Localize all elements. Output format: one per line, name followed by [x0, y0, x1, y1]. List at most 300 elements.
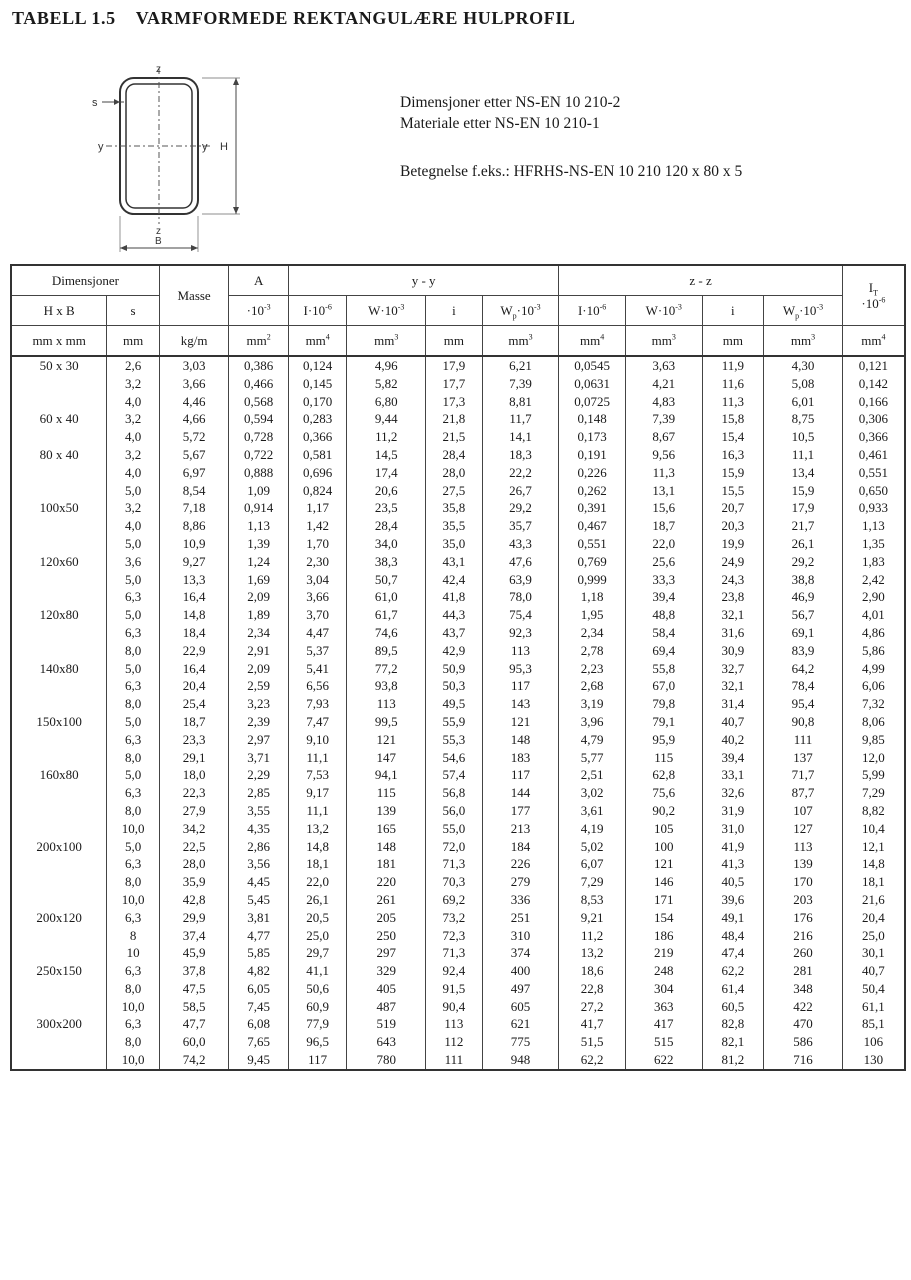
value-it: 1,83: [862, 553, 885, 569]
value-iy: 57,4: [442, 767, 466, 783]
cell-iy: [426, 962, 483, 1015]
value-a: 2,85: [247, 785, 271, 801]
table-row: [11, 962, 905, 1015]
profile-table: [10, 264, 906, 1071]
value-wpy: 605: [510, 998, 531, 1014]
value-iy: 41,1: [306, 963, 330, 979]
cell-iz: [702, 962, 764, 1015]
value-iy: 77,9: [306, 1016, 330, 1032]
value-s: 6,3: [124, 1016, 142, 1032]
value-wz: 18,7: [652, 518, 676, 534]
cell-iy: [288, 356, 347, 410]
label-b: B: [155, 236, 162, 247]
cell-iy: [426, 356, 483, 410]
value-wpz: 281: [793, 963, 813, 979]
value-it: 1,13: [862, 518, 885, 534]
cell-iy: [288, 909, 347, 962]
cell-wpy: [482, 1015, 559, 1069]
value-wz: 11,3: [652, 464, 675, 480]
value-wpy: 22,2: [509, 464, 532, 480]
value-a: 4,82: [247, 963, 271, 979]
dimension-label: 250x150: [36, 963, 82, 979]
cell-iz: [559, 766, 626, 837]
cell-iz: [702, 553, 764, 606]
cell-iz: [559, 446, 626, 499]
value-wpz: 111: [793, 731, 813, 747]
cell-it: [842, 356, 905, 410]
cell-wpz: [764, 553, 843, 606]
value-iz: 81,2: [721, 1052, 745, 1068]
cell-it: [842, 410, 905, 446]
cell-iy: [288, 410, 347, 446]
value-s: 10,0: [121, 998, 145, 1014]
cell-iz: [702, 606, 764, 659]
value-m: 18,4: [182, 624, 206, 640]
cell-iy: [288, 962, 347, 1015]
value-s: 5,0: [124, 767, 142, 783]
cell-s: [107, 838, 159, 909]
value-iz: 31,6: [721, 624, 745, 640]
value-wy: 147: [376, 749, 397, 765]
value-wz: 8,67: [652, 429, 676, 445]
value-wz: 69,4: [652, 642, 676, 658]
value-a: 9,45: [247, 1052, 271, 1068]
value-wy: 14,5: [374, 446, 398, 462]
value-iy: 21,5: [442, 429, 466, 445]
cell-wz: [625, 606, 702, 659]
unit-masse: kg/m: [159, 326, 229, 357]
value-iy: 73,2: [442, 909, 466, 925]
value-wz: 15,6: [652, 500, 676, 516]
value-m: 5,67: [182, 446, 206, 462]
cell-wz: [625, 356, 702, 410]
value-iz: 2,68: [580, 678, 604, 694]
value-wy: 113: [376, 696, 396, 712]
cell-wpy: [482, 909, 559, 962]
value-wz: 48,8: [652, 607, 676, 623]
value-iz: 41,3: [721, 856, 745, 872]
value-s: 2,6: [124, 358, 142, 373]
value-s: 5,0: [124, 838, 142, 854]
value-a: 7,65: [247, 1034, 271, 1050]
value-it: 130: [863, 1052, 884, 1068]
value-wy: 148: [376, 838, 397, 854]
value-m: 8,86: [182, 518, 206, 534]
cell-dimension: [11, 446, 107, 499]
value-s: 4,0: [124, 393, 142, 409]
value-iz: 8,53: [580, 891, 604, 907]
value-s: 6,3: [124, 856, 142, 872]
value-it: 0,551: [858, 464, 889, 480]
cell-s: [107, 553, 159, 606]
value-a: 1,09: [247, 482, 271, 498]
value-iz: 15,5: [721, 482, 745, 498]
value-wy: 38,3: [374, 553, 398, 569]
value-iz: 3,19: [580, 696, 604, 712]
value-iz: 0,0631: [574, 375, 610, 391]
value-s: 5,0: [124, 713, 142, 729]
value-it: 50,4: [862, 980, 885, 996]
value-a: 1,13: [247, 518, 271, 534]
value-iz: 27,2: [580, 998, 604, 1014]
dimension-label: 140x80: [39, 660, 79, 676]
value-s: 6,3: [124, 963, 142, 979]
value-wz: 186: [653, 927, 674, 943]
value-wz: 248: [653, 963, 674, 979]
value-iz: 2,51: [580, 767, 604, 783]
value-iz: 0,191: [577, 446, 607, 462]
cell-s: [107, 356, 159, 410]
value-iz: 7,29: [580, 874, 604, 890]
value-wpy: 144: [510, 785, 531, 801]
value-wpy: 213: [510, 820, 531, 836]
value-m: 22,3: [182, 785, 206, 801]
unit-iz: $mm^4$: [559, 326, 626, 357]
value-wpy: 279: [510, 874, 531, 890]
header-wpz: $W_p\cdot 10^{-3}$: [764, 296, 843, 326]
value-wpz: 38,8: [791, 571, 815, 587]
value-wy: 4,96: [374, 358, 398, 373]
value-a: 3,71: [247, 749, 271, 765]
value-wz: 622: [653, 1052, 674, 1068]
cell-s: [107, 766, 159, 837]
value-wpz: 6,01: [791, 393, 815, 409]
value-wpy: 148: [510, 731, 531, 747]
value-iy: 3,04: [306, 571, 330, 587]
cell-wpy: [482, 713, 559, 766]
cell-wz: [625, 962, 702, 1015]
value-wpz: 78,4: [791, 678, 815, 694]
value-it: 4,99: [862, 660, 885, 676]
value-wpz: 216: [793, 927, 813, 943]
value-a: 0,466: [244, 375, 274, 391]
value-wy: 121: [376, 731, 397, 747]
cell-wpz: [764, 713, 843, 766]
value-iz: 2,23: [580, 660, 604, 676]
header-z-z: z - z: [559, 265, 842, 296]
value-wy: 115: [376, 785, 396, 801]
table-row: [11, 660, 905, 713]
value-a: 1,24: [247, 553, 271, 569]
cell-wpy: [482, 606, 559, 659]
value-iy: 5,41: [306, 660, 330, 676]
value-iy: 4,47: [306, 624, 330, 640]
value-wy: 50,7: [374, 571, 398, 587]
value-iy: 6,56: [306, 678, 330, 694]
value-iz: 0,467: [577, 518, 607, 534]
value-wpy: 6,21: [509, 358, 532, 373]
value-iy: 50,3: [442, 678, 466, 694]
value-it: 40,7: [862, 963, 885, 979]
value-iy: 1,17: [306, 500, 330, 516]
cell-wpz: [764, 1015, 843, 1069]
value-wy: 329: [376, 963, 397, 979]
cell-it: [842, 909, 905, 962]
value-iz: 9,21: [580, 909, 604, 925]
dimension-label: 80 x 40: [39, 446, 79, 462]
cell-wpz: [764, 606, 843, 659]
value-a: 4,77: [247, 927, 271, 943]
value-wz: 105: [653, 820, 674, 836]
value-wpz: 586: [793, 1034, 813, 1050]
value-a: 2,09: [247, 660, 271, 676]
value-wpy: 75,4: [509, 607, 532, 623]
cell-wz: [625, 766, 702, 837]
value-it: 4,86: [862, 624, 885, 640]
value-s: 8,0: [124, 696, 142, 712]
cell-wz: [625, 499, 702, 552]
value-wpy: 18,3: [509, 446, 532, 462]
label-y-left: y: [98, 141, 104, 153]
value-it: 21,6: [862, 891, 885, 907]
value-wy: 297: [376, 945, 397, 961]
value-m: 74,2: [182, 1052, 206, 1068]
cell-a: [229, 606, 289, 659]
cell-m: [159, 606, 229, 659]
value-iz: 0,0545: [574, 358, 610, 373]
cell-wy: [347, 606, 426, 659]
header-i-y: i: [426, 296, 483, 326]
value-iz: 0,0725: [574, 393, 610, 409]
value-a: 2,97: [247, 731, 271, 747]
value-it: 7,29: [862, 785, 885, 801]
value-s: 8,0: [124, 874, 142, 890]
value-iz: 39,6: [721, 891, 745, 907]
value-s: 8,0: [124, 642, 142, 658]
cell-wpy: [482, 410, 559, 446]
cell-wy: [347, 909, 426, 962]
value-iy: 0,170: [303, 393, 333, 409]
unit-wy: $mm^3$: [347, 326, 426, 357]
value-m: 14,8: [182, 607, 206, 623]
cell-wpz: [764, 962, 843, 1015]
cell-a: [229, 553, 289, 606]
value-a: 5,85: [247, 945, 271, 961]
value-it: 10,4: [862, 820, 885, 836]
cell-m: [159, 660, 229, 713]
value-iy: 0,824: [303, 482, 333, 498]
value-s: 6,3: [124, 785, 142, 801]
header-iy: $I\cdot 10^{-6}$: [288, 296, 347, 326]
value-wpy: 95,3: [509, 660, 532, 676]
value-iy: 69,2: [442, 891, 466, 907]
cell-wy: [347, 660, 426, 713]
value-iz: 0,391: [577, 500, 607, 516]
value-iy: 41,8: [442, 589, 466, 605]
value-s: 8,0: [124, 802, 142, 818]
table-row: [11, 838, 905, 909]
dimension-label: 100x50: [39, 500, 79, 516]
value-iz: 31,0: [721, 820, 745, 836]
value-wpz: 69,1: [791, 624, 815, 640]
page-title: TABELL 1.5 VARMFORMEDE REKTANGULÆRE HULPROFIL: [12, 8, 576, 28]
value-it: 4,01: [862, 607, 885, 623]
value-iz: 3,02: [580, 785, 604, 801]
cell-a: [229, 1015, 289, 1069]
cell-a: [229, 838, 289, 909]
value-iz: 40,5: [721, 874, 745, 890]
value-iz: 11,6: [721, 375, 744, 391]
cell-dimension: [11, 410, 107, 446]
table-row: [11, 553, 905, 606]
value-s: 10,0: [121, 891, 145, 907]
value-m: 20,4: [182, 678, 206, 694]
value-iz: 41,9: [721, 838, 745, 854]
value-iy: 42,4: [442, 571, 466, 587]
value-wy: 205: [376, 909, 397, 925]
cell-wy: [347, 410, 426, 446]
value-it: 20,4: [862, 909, 885, 925]
cell-s: [107, 1015, 159, 1069]
value-iz: 15,4: [721, 429, 745, 445]
value-iy: 28,0: [442, 464, 466, 480]
value-a: 0,914: [244, 500, 274, 516]
value-a: 1,69: [247, 571, 271, 587]
value-wy: 34,0: [374, 535, 398, 551]
value-s: 8,0: [124, 749, 142, 765]
value-m: 60,0: [182, 1034, 206, 1050]
value-wpz: 176: [793, 909, 813, 925]
cell-it: [842, 766, 905, 837]
value-wy: 61,7: [374, 607, 398, 623]
value-wpz: 348: [793, 980, 813, 996]
unit-i-z: mm: [702, 326, 764, 357]
value-wpy: 336: [510, 891, 531, 907]
value-iy: 55,9: [442, 713, 466, 729]
dimension-label: 50 x 30: [39, 358, 79, 373]
value-m: 3,03: [182, 358, 206, 373]
value-a: 2,29: [247, 767, 271, 783]
value-wy: 250: [376, 927, 397, 943]
unit-it: $mm^4$: [842, 326, 905, 357]
cell-iz: [702, 356, 764, 410]
rhs-section-svg: [78, 62, 258, 262]
value-iz: 2,34: [580, 624, 604, 640]
value-a: 3,55: [247, 802, 271, 818]
value-wy: 181: [376, 856, 397, 872]
cell-iy: [288, 766, 347, 837]
value-s: 5,0: [124, 571, 142, 587]
value-it: 106: [863, 1034, 884, 1050]
value-it: 0,142: [858, 375, 889, 391]
value-wz: 219: [653, 945, 674, 961]
dimension-label: 160x80: [39, 767, 79, 783]
value-iy: 112: [444, 1034, 464, 1050]
value-iz: 82,1: [721, 1034, 745, 1050]
value-s: 8: [129, 927, 137, 943]
cell-wpy: [482, 499, 559, 552]
value-wpy: 8,81: [509, 393, 532, 409]
value-s: 10,0: [121, 820, 145, 836]
value-iz: 33,1: [721, 767, 745, 783]
value-s: 3,6: [124, 553, 142, 569]
cell-iy: [288, 446, 347, 499]
cell-iz: [559, 838, 626, 909]
value-it: 18,1: [862, 874, 885, 890]
value-s: 6,3: [124, 624, 142, 640]
cell-wz: [625, 410, 702, 446]
value-wy: 5,82: [374, 375, 398, 391]
value-a: 1,89: [247, 607, 271, 623]
value-wpy: 117: [510, 678, 530, 694]
value-iy: 18,1: [306, 856, 330, 872]
value-m: 13,3: [182, 571, 206, 587]
value-wz: 25,6: [652, 553, 676, 569]
cell-wpz: [764, 766, 843, 837]
cell-iy: [288, 838, 347, 909]
value-iz: 15,8: [721, 411, 745, 427]
value-wy: 93,8: [374, 678, 398, 694]
value-wpy: 948: [510, 1052, 531, 1068]
dimension-label: 300x200: [36, 1016, 82, 1032]
value-iy: 50,9: [442, 660, 466, 676]
value-s: 5,0: [124, 535, 142, 551]
value-wz: 515: [653, 1034, 674, 1050]
cell-dimension: [11, 660, 107, 713]
value-wy: 99,5: [374, 713, 398, 729]
value-iz: 3,61: [580, 802, 604, 818]
unit-wpy: $mm^3$: [482, 326, 559, 357]
value-wpy: 14,1: [509, 429, 532, 445]
cell-m: [159, 1015, 229, 1069]
value-it: 0,461: [858, 446, 889, 462]
cell-wy: [347, 446, 426, 499]
value-a: 0,728: [244, 429, 274, 445]
value-iz: 51,5: [580, 1034, 604, 1050]
unit-wz: $mm^3$: [625, 326, 702, 357]
cell-iz: [559, 356, 626, 410]
value-iy: 60,9: [306, 998, 330, 1014]
cell-a: [229, 962, 289, 1015]
value-iy: 43,7: [442, 624, 466, 640]
cell-it: [842, 713, 905, 766]
dimension-label: 120x60: [39, 553, 79, 569]
cell-iy: [426, 766, 483, 837]
table-row: [11, 1015, 905, 1069]
value-m: 3,66: [182, 375, 206, 391]
cell-it: [842, 553, 905, 606]
value-iy: 113: [444, 1016, 464, 1032]
label-h: H: [220, 141, 228, 153]
value-wpy: 621: [510, 1016, 531, 1032]
value-iz: 0,769: [577, 553, 607, 569]
value-wpz: 95,4: [791, 696, 815, 712]
cell-m: [159, 410, 229, 446]
value-iy: 111: [444, 1052, 464, 1068]
value-wz: 7,39: [652, 411, 676, 427]
cell-a: [229, 766, 289, 837]
cell-a: [229, 660, 289, 713]
value-a: 2,91: [247, 642, 271, 658]
value-iy: 1,42: [306, 518, 330, 534]
value-iy: 35,8: [442, 500, 466, 516]
unit-i-y: mm: [426, 326, 483, 357]
cell-wy: [347, 838, 426, 909]
value-wpy: 43,3: [509, 535, 532, 551]
unit-s: mm: [107, 326, 159, 357]
cell-it: [842, 1015, 905, 1069]
value-iy: 13,2: [306, 820, 330, 836]
value-iy: 7,47: [306, 713, 330, 729]
value-iz: 15,9: [721, 464, 745, 480]
cell-iy: [426, 553, 483, 606]
header-dimensjoner: Dimensjoner: [11, 265, 159, 296]
value-wz: 95,9: [652, 731, 676, 747]
cell-s: [107, 446, 159, 499]
value-iy: 0,696: [303, 464, 333, 480]
value-iy: 26,1: [306, 891, 330, 907]
value-iz: 19,9: [721, 535, 745, 551]
